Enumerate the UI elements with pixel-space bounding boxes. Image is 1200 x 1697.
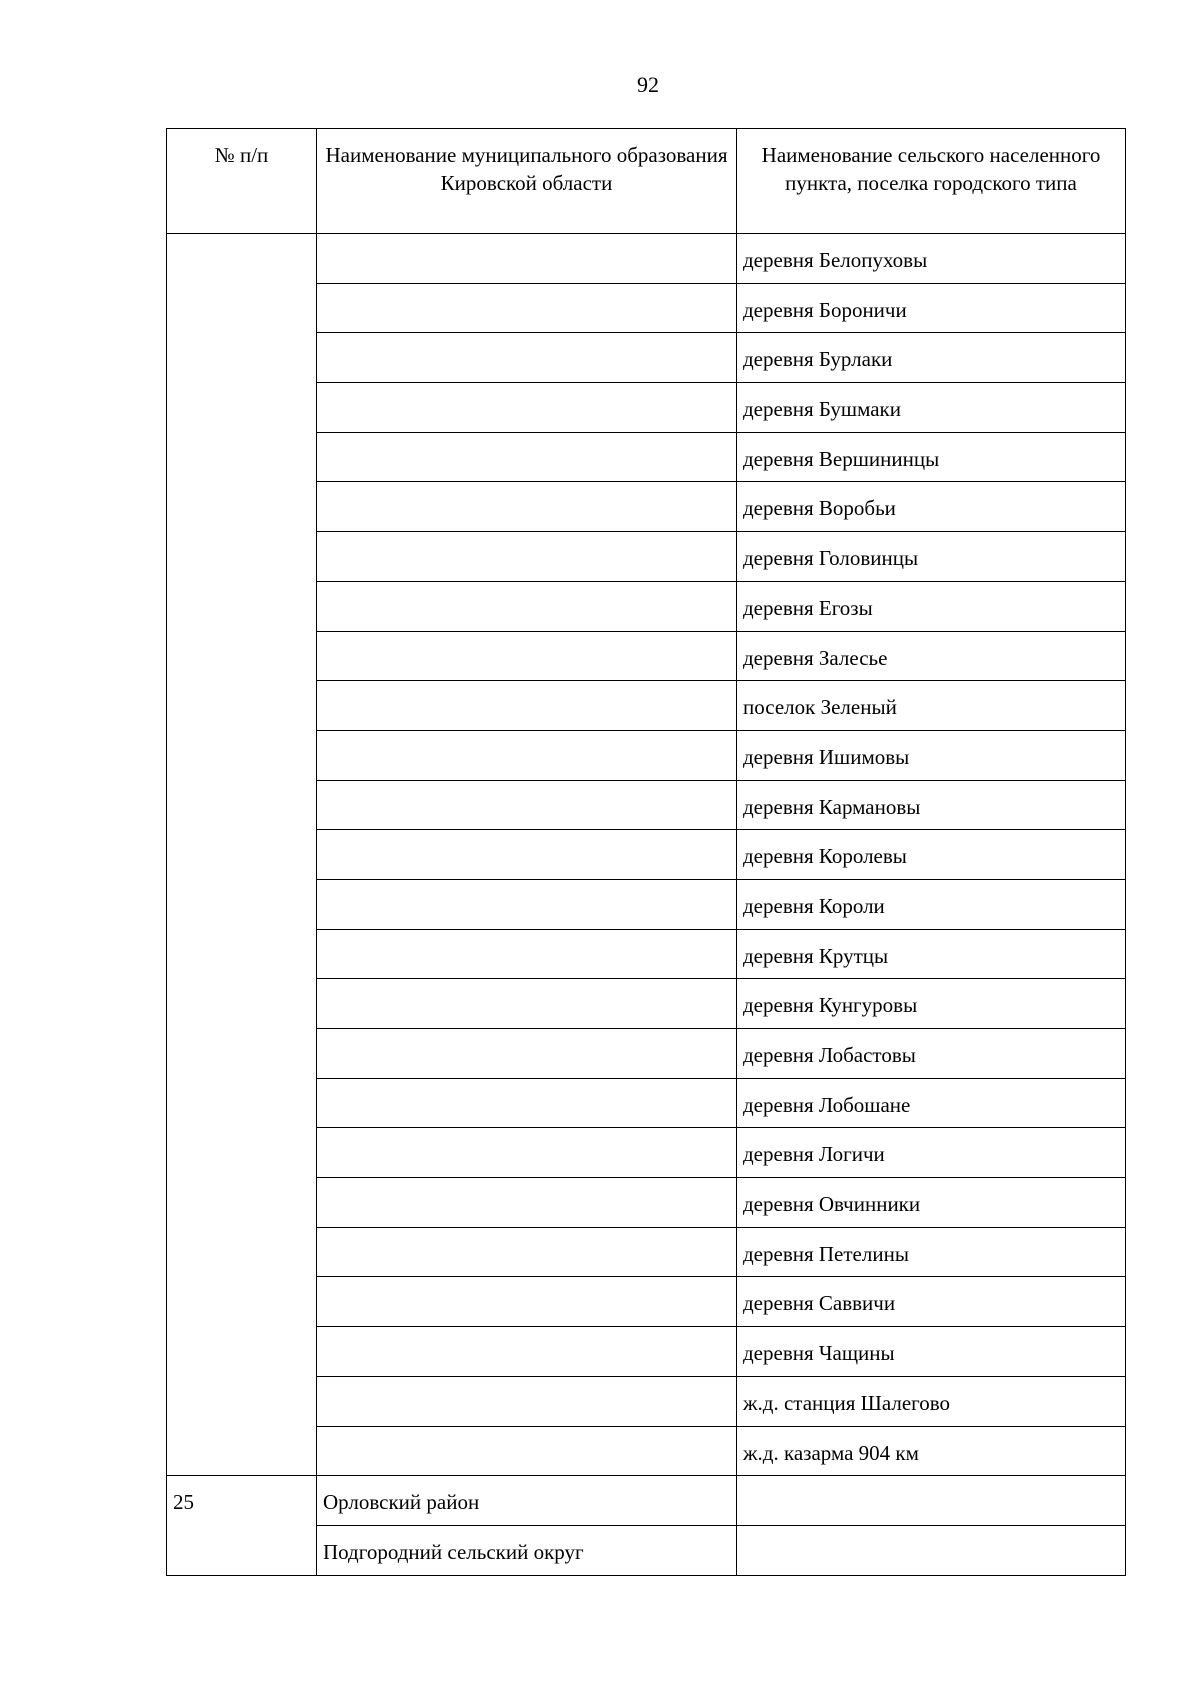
municipality-cell [317, 1078, 737, 1128]
settlement-cell: деревня Белопуховы [737, 234, 1126, 284]
header-settlement: Наименование сельского населенного пункта, поселка городского типа [737, 129, 1126, 234]
header-number: № п/п [167, 129, 317, 234]
settlement-cell: деревня Петелины [737, 1227, 1126, 1277]
settlement-rows [167, 234, 1126, 1476]
municipality-cell [317, 283, 737, 333]
settlement-cell: деревня Овчинники [737, 1178, 1126, 1228]
settlement-cell: деревня Залесье [737, 631, 1126, 681]
municipality-cell [317, 482, 737, 532]
settlement-cell: деревня Крутцы [737, 929, 1126, 979]
municipality-cell [317, 1227, 737, 1277]
municipality-rows [167, 1476, 1126, 1575]
settlement-cell: ж.д. казарма 904 км [737, 1426, 1126, 1476]
settlement-cell: деревня Головинцы [737, 532, 1126, 582]
municipality-cell [317, 1029, 737, 1079]
settlement-cell: деревня Лобошане [737, 1078, 1126, 1128]
settlement-cell: деревня Логичи [737, 1128, 1126, 1178]
settlement-cell: деревня Кунгуровы [737, 979, 1126, 1029]
settlement-cell: деревня Чащины [737, 1327, 1126, 1377]
settlement-cell [737, 1476, 1126, 1526]
municipality-cell [317, 879, 737, 929]
municipality-cell [317, 730, 737, 780]
municipality-cell [317, 1128, 737, 1178]
settlement-cell: деревня Егозы [737, 581, 1126, 631]
table-row [167, 1476, 1126, 1526]
municipality-cell [317, 383, 737, 433]
municipality-cell: Орловский район [317, 1476, 737, 1526]
municipality-cell [317, 929, 737, 979]
settlement-cell: деревня Бурлаки [737, 333, 1126, 383]
municipality-cell [317, 1178, 737, 1228]
municipality-cell [317, 333, 737, 383]
row-number [167, 234, 317, 1476]
municipality-cell [317, 830, 737, 880]
municipality-cell [317, 979, 737, 1029]
settlement-cell: деревня Вершининцы [737, 432, 1126, 482]
settlement-cell: деревня Саввичи [737, 1277, 1126, 1327]
municipality-cell [317, 681, 737, 731]
settlements-table [166, 128, 1126, 1576]
municipality-cell [317, 1426, 737, 1476]
settlement-cell: деревня Воробьи [737, 482, 1126, 532]
municipality-cell [317, 1376, 737, 1426]
municipality-cell [317, 234, 737, 284]
page-number: 92 [637, 72, 659, 97]
settlement-cell: деревня Королевы [737, 830, 1126, 880]
municipality-cell [317, 1277, 737, 1327]
settlement-cell: деревня Бороничи [737, 283, 1126, 333]
municipality-cell: Подгородний сельский округ [317, 1525, 737, 1575]
settlement-cell: деревня Короли [737, 879, 1126, 929]
table-row [167, 234, 1126, 284]
settlement-cell: деревня Кармановы [737, 780, 1126, 830]
settlement-cell: ж.д. станция Шалегово [737, 1376, 1126, 1426]
municipality-cell [317, 631, 737, 681]
header-municipality: Наименование муниципального образования Кировской области [317, 129, 737, 234]
table-header-row [167, 129, 1126, 234]
settlement-cell: деревня Бушмаки [737, 383, 1126, 433]
settlement-cell [737, 1525, 1126, 1575]
municipality-cell [317, 780, 737, 830]
settlement-cell: деревня Ишимовы [737, 730, 1126, 780]
municipality-cell [317, 581, 737, 631]
municipality-cell [317, 1327, 737, 1377]
row-number: 25 [167, 1476, 317, 1575]
settlement-cell: деревня Лобастовы [737, 1029, 1126, 1079]
municipality-cell [317, 432, 737, 482]
settlement-cell: поселок Зеленый [737, 681, 1126, 731]
municipality-cell [317, 532, 737, 582]
